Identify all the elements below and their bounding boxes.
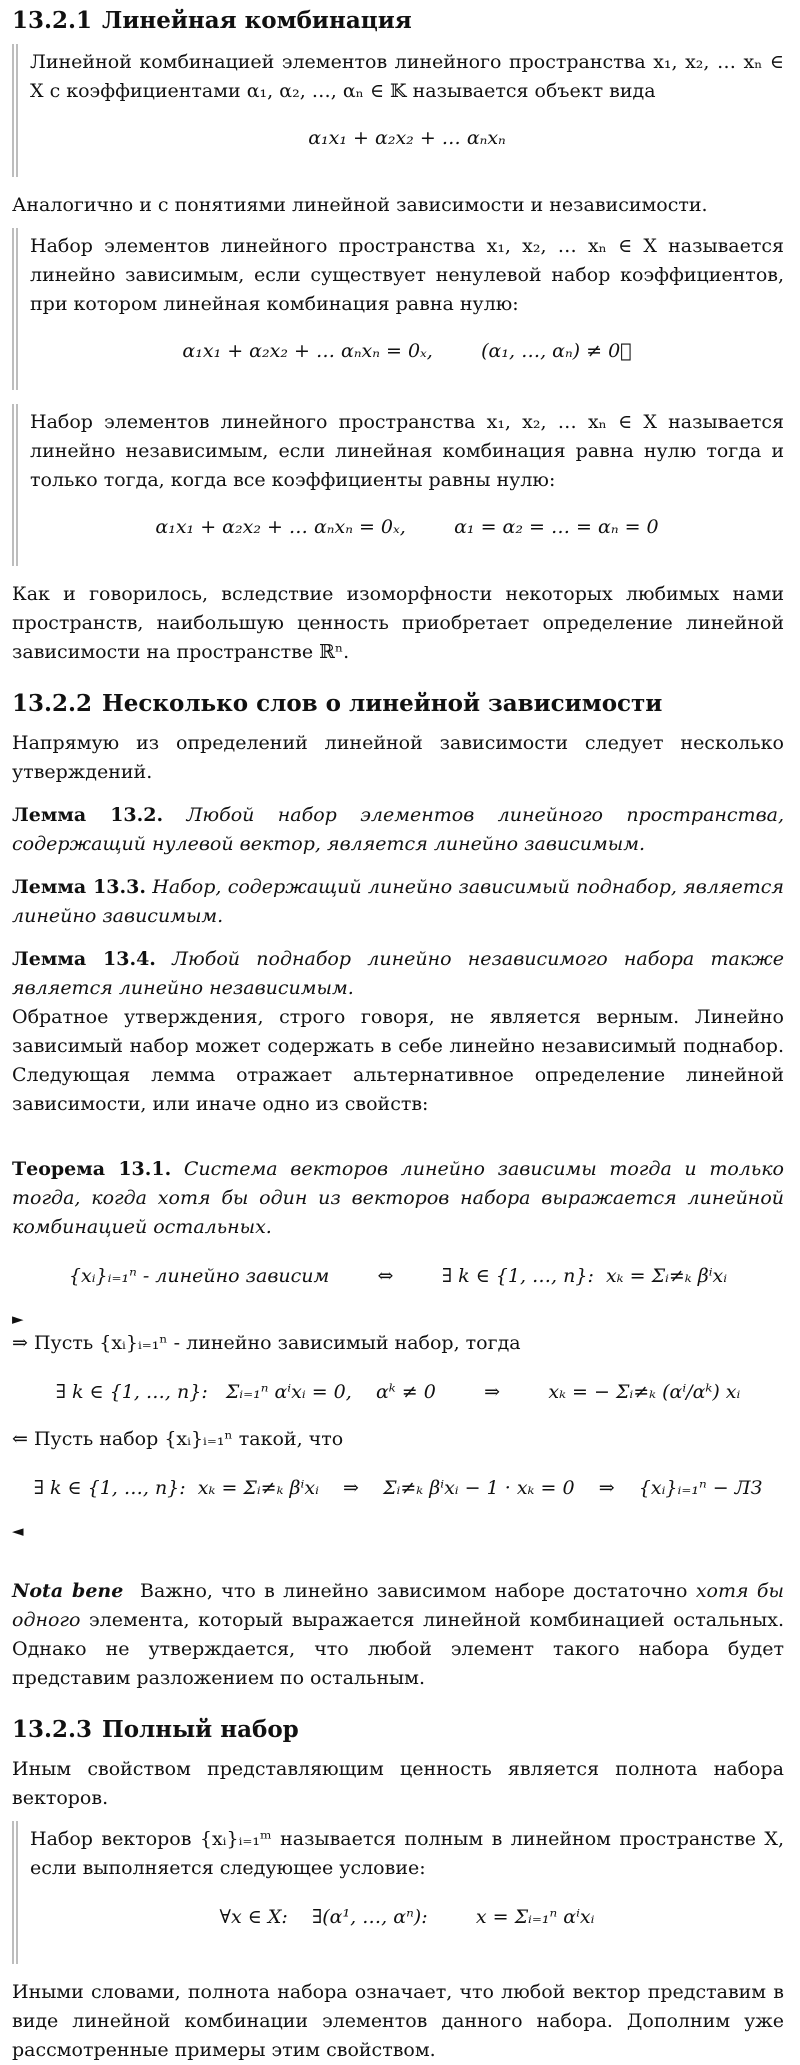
lemma-text: Любой поднабор линейно независимого набора также является линейно независимым. bbox=[12, 948, 785, 999]
theorem-13-1 bbox=[12, 1155, 784, 1242]
definition-box-complete-set bbox=[12, 1821, 784, 1964]
paragraph-intro-dependence: Аналогично и с понятиями линейной зависимости и независимости. bbox=[12, 194, 708, 216]
lemma-label: Лемма 13.2. bbox=[12, 804, 164, 826]
proof-forward: ⇒ Пусть {xᵢ}ᵢ₌₁ⁿ - линейно зависимый набор, тогда bbox=[12, 1332, 521, 1354]
definition-text: Набор элементов линейного пространства x₁, x₂, … xₙ ∈ X называется линейно зависимым, если существует ненулевой набор коэффициентов, при котором линейная комбинация равна нулю: bbox=[30, 235, 784, 315]
lemma-text: Любой набор элементов линейного пространства, содержащий нулевой вектор, является линейно зависимым. bbox=[12, 804, 784, 855]
section-number: 13.2.3 bbox=[12, 1716, 93, 1743]
proof-start-marker: ► bbox=[12, 1310, 24, 1328]
definition-box-linear-combination bbox=[12, 44, 784, 177]
nota-bene-text: Важно, что в линейно зависимом наборе достаточно bbox=[140, 1580, 688, 1602]
formula-dependent: α₁x₁ + α₂x₂ + … αₙxₙ = 0ₓ, (α₁, …, αₙ) ≠ 0⃗ bbox=[182, 340, 632, 362]
proof-backward: ⇐ Пусть набор {xᵢ}ᵢ₌₁ⁿ такой, что bbox=[12, 1428, 344, 1450]
proof-end-marker: ◄ bbox=[12, 1522, 24, 1540]
paragraph-isomorphism: Как и говорилось, вследствие изоморфности некоторых любимых нами пространств, наибольшую ценность приобретает определение линейной зависимости на пространстве ℝⁿ. bbox=[12, 583, 784, 663]
lemma-label: Лемма 13.3. bbox=[12, 876, 146, 898]
section-title: Полный набор bbox=[102, 1716, 299, 1743]
definition-text: Линейной комбинацией элементов линейного пространства x₁, x₂, … xₙ ∈ X с коэффициентами α₁, α₂, …, αₙ ∈ 𝕂 называется объект вида bbox=[30, 51, 784, 102]
section-heading-13-2-2 bbox=[12, 689, 784, 719]
formula-complete-set: ∀x ∈ X: ∃(α¹, …, αⁿ): x = Σᵢ₌₁ⁿ αⁱxᵢ bbox=[219, 1906, 595, 1928]
definition-box-independent bbox=[12, 404, 784, 566]
section-number: 13.2.1 bbox=[12, 7, 93, 34]
section-heading-13-2-1 bbox=[12, 6, 784, 36]
theorem-text: Система векторов линейно зависимы тогда и только тогда, когда хотя бы один из векторов набора выражается линейной комбинацией остальных. bbox=[12, 1158, 784, 1238]
theorem-label: Теорема 13.1. bbox=[12, 1158, 172, 1180]
lemma-13-4 bbox=[12, 945, 784, 1003]
formula-linear-combination: α₁x₁ + α₂x₂ + … αₙxₙ bbox=[308, 127, 506, 149]
section-title: Несколько слов о линейной зависимости bbox=[102, 690, 663, 717]
paragraph-closing: Иными словами, полнота набора означает, что любой вектор представим в виде линейной комбинации элементов данного набора. Дополним уже рассмотренные примеры этим свойством. bbox=[12, 1981, 784, 2061]
definition-text: Набор элементов линейного пространства x₁, x₂, … xₙ ∈ X называется линейно независимым, если линейная комбинация равна нулю тогда и только тогда, когда все коэффициенты равны нулю: bbox=[30, 411, 784, 491]
nota-bene-label: Nota bene bbox=[12, 1580, 124, 1602]
lemma-13-3 bbox=[12, 873, 784, 931]
section-number: 13.2.2 bbox=[12, 690, 93, 717]
nota-bene-emphasis: хотя бы одного bbox=[12, 1580, 784, 1631]
section-heading-13-2-3 bbox=[12, 1715, 784, 1745]
definition-box-dependent bbox=[12, 228, 784, 390]
lemma-text: Набор, содержащий линейно зависимый поднабор, является линейно зависимым. bbox=[12, 876, 784, 927]
definition-text: Набор векторов {xᵢ}ᵢ₌₁ᵐ называется полным в линейном пространстве X, если выполняется следующее условие: bbox=[30, 1828, 784, 1879]
formula-proof-backward: ∃ k ∈ {1, …, n}: xₖ = Σᵢ≠ₖ βⁱxᵢ ⇒ Σᵢ≠ₖ βⁱxᵢ − 1 · xₖ = 0 ⇒ {xᵢ}ᵢ₌₁ⁿ − ЛЗ bbox=[33, 1477, 763, 1499]
nota-bene-text-cont: элемента, который выражается линейной комбинацией остальных. Однако не утверждается, что любой элемент такого набора будет представим разложением по остальным. bbox=[12, 1609, 784, 1689]
lemma-13-2 bbox=[12, 801, 784, 859]
lemma-label: Лемма 13.4. bbox=[12, 948, 156, 970]
formula-independent: α₁x₁ + α₂x₂ + … αₙxₙ = 0ₓ, α₁ = α₂ = … = αₙ = 0 bbox=[155, 516, 659, 538]
nota-bene bbox=[12, 1577, 784, 1693]
formula-proof-forward: ∃ k ∈ {1, …, n}: Σᵢ₌₁ⁿ αⁱxᵢ = 0, αᵏ ≠ 0 ⇒ xₖ = − Σᵢ≠ₖ (αⁱ/αᵏ) xᵢ bbox=[55, 1381, 741, 1403]
paragraph-intro: Иным свойством представляющим ценность является полнота набора векторов. bbox=[12, 1758, 784, 1809]
paragraph-intro: Напрямую из определений линейной зависимости следует несколько утверждений. bbox=[12, 732, 784, 783]
formula-theorem: {xᵢ}ᵢ₌₁ⁿ - линейно зависим ⇔ ∃ k ∈ {1, …, n}: xₖ = Σᵢ≠ₖ βⁱxᵢ bbox=[68, 1265, 728, 1287]
section-title: Линейная комбинация bbox=[102, 7, 412, 34]
paragraph-remark: Обратное утверждения, строго говоря, не является верным. Линейно зависимый набор может содержать в себе линейно независимый поднабор. Следующая лемма отражает альтернативное определение линейной зависимости, или иначе одно из свойств: bbox=[12, 1006, 784, 1115]
